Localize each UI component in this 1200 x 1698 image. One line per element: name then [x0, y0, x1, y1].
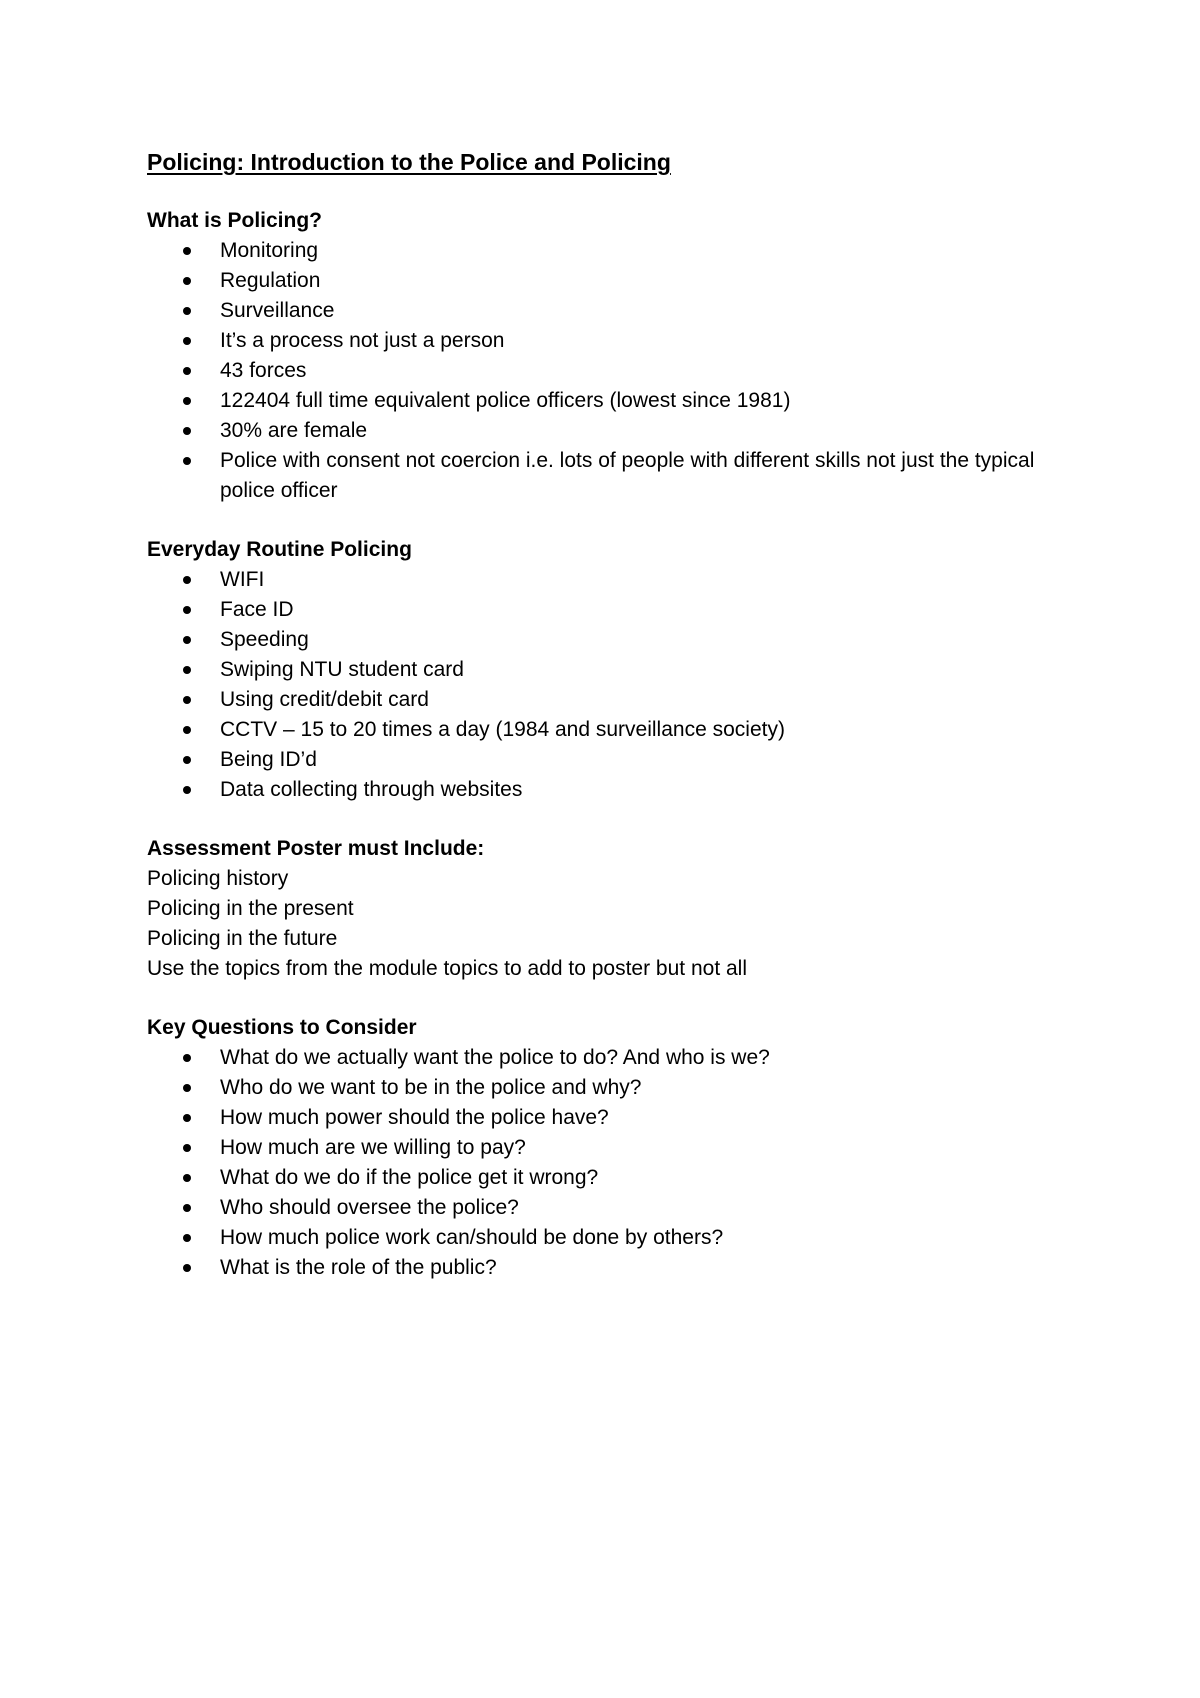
list-item	[147, 685, 1067, 715]
bullet-icon	[183, 427, 191, 435]
list-item-text: Being ID’d	[220, 748, 317, 771]
bullet-icon	[183, 307, 191, 315]
list-item-text: Swiping NTU student card	[220, 658, 464, 681]
document-content	[147, 146, 1067, 1312]
list-item	[147, 655, 1067, 685]
text-line: Policing in the future	[147, 927, 338, 950]
bullet-icon	[183, 367, 191, 375]
list-item-text: Face ID	[220, 598, 294, 621]
list-item	[147, 565, 1067, 595]
section-heading: Everyday Routine Policing	[147, 538, 412, 561]
list-item	[147, 1133, 1067, 1163]
list-item	[147, 236, 1067, 266]
text-line: Policing in the present	[147, 897, 354, 920]
section-heading: What is Policing?	[147, 209, 323, 232]
list-item-text: 30% are female	[220, 419, 368, 442]
section-heading: Assessment Poster must Include:	[147, 837, 485, 860]
bullet-icon	[183, 756, 191, 764]
bullet-icon	[183, 1084, 191, 1092]
list-item-text: What is the role of the public?	[220, 1256, 497, 1279]
section	[147, 535, 1067, 805]
list-item-text: Surveillance	[220, 299, 335, 322]
bullet-icon	[183, 1174, 191, 1182]
list-item-text: Monitoring	[220, 239, 319, 262]
text-line: Policing history	[147, 867, 289, 890]
section	[147, 1013, 1067, 1283]
list-item-text: WIFI	[220, 568, 265, 591]
list-item	[147, 715, 1067, 745]
bullet-icon	[183, 397, 191, 405]
list-item	[147, 1223, 1067, 1253]
list-item-text: Using credit/debit card	[220, 688, 429, 711]
section	[147, 206, 1067, 506]
bullet-icon	[183, 277, 191, 285]
list-item-text: How much police work can/should be done by others?	[220, 1226, 724, 1249]
bullet-list	[147, 236, 1067, 506]
list-item-text: Data collecting through websites	[220, 778, 523, 801]
list-item	[147, 745, 1067, 775]
list-item-text: It’s a process not just a person	[220, 329, 505, 352]
list-item	[147, 595, 1067, 625]
bullet-icon	[183, 1054, 191, 1062]
bullet-icon	[183, 576, 191, 584]
list-item	[147, 1043, 1067, 1073]
bullet-icon	[183, 1114, 191, 1122]
bullet-icon	[183, 636, 191, 644]
bullet-icon	[183, 786, 191, 794]
bullet-icon	[183, 1234, 191, 1242]
document-sections	[147, 206, 1067, 1283]
section-heading: Key Questions to Consider	[147, 1016, 417, 1039]
list-item-text: What do we actually want the police to do? And who is we?	[220, 1046, 770, 1069]
list-item-text: Who do we want to be in the police and why?	[220, 1076, 642, 1099]
list-item-text: 43 forces	[220, 359, 307, 382]
bullet-icon	[183, 666, 191, 674]
list-item-text: Speeding	[220, 628, 309, 651]
list-item	[147, 775, 1067, 805]
list-item-text: Who should oversee the police?	[220, 1196, 519, 1219]
bullet-icon	[183, 247, 191, 255]
list-item	[147, 1253, 1067, 1283]
bullet-icon	[183, 1264, 191, 1272]
list-item	[147, 1193, 1067, 1223]
list-item	[147, 416, 1067, 446]
list-item	[147, 446, 1067, 506]
bullet-icon	[183, 1144, 191, 1152]
list-item	[147, 326, 1067, 356]
bullet-icon	[183, 1204, 191, 1212]
list-item	[147, 625, 1067, 655]
bullet-icon	[183, 457, 191, 465]
list-item-text: 122404 full time equivalent police officers (lowest since 1981)	[220, 389, 791, 412]
list-item-text: How much are we willing to pay?	[220, 1136, 526, 1159]
bullet-icon	[183, 726, 191, 734]
text-line: Use the topics from the module topics to add to poster but not all	[147, 957, 747, 980]
bullet-icon	[183, 337, 191, 345]
list-item-text: What do we do if the police get it wrong?	[220, 1166, 599, 1189]
document-title: Policing: Introduction to the Police and Policing	[147, 149, 671, 175]
list-item	[147, 1163, 1067, 1193]
list-item	[147, 356, 1067, 386]
bullet-icon	[183, 696, 191, 704]
list-item	[147, 1103, 1067, 1133]
bullet-list	[147, 1043, 1067, 1283]
list-item-text: How much power should the police have?	[220, 1106, 609, 1129]
list-item	[147, 296, 1067, 326]
list-item-text: CCTV – 15 to 20 times a day (1984 and surveillance society)	[220, 718, 785, 741]
bullet-icon	[183, 606, 191, 614]
section	[147, 834, 1067, 984]
list-item-text: Police with consent not coercion i.e. lots of people with different skills not just the typical police officer	[220, 449, 1035, 502]
list-item	[147, 1073, 1067, 1103]
list-item-text: Regulation	[220, 269, 321, 292]
list-item	[147, 386, 1067, 416]
bullet-list	[147, 565, 1067, 805]
list-item	[147, 266, 1067, 296]
